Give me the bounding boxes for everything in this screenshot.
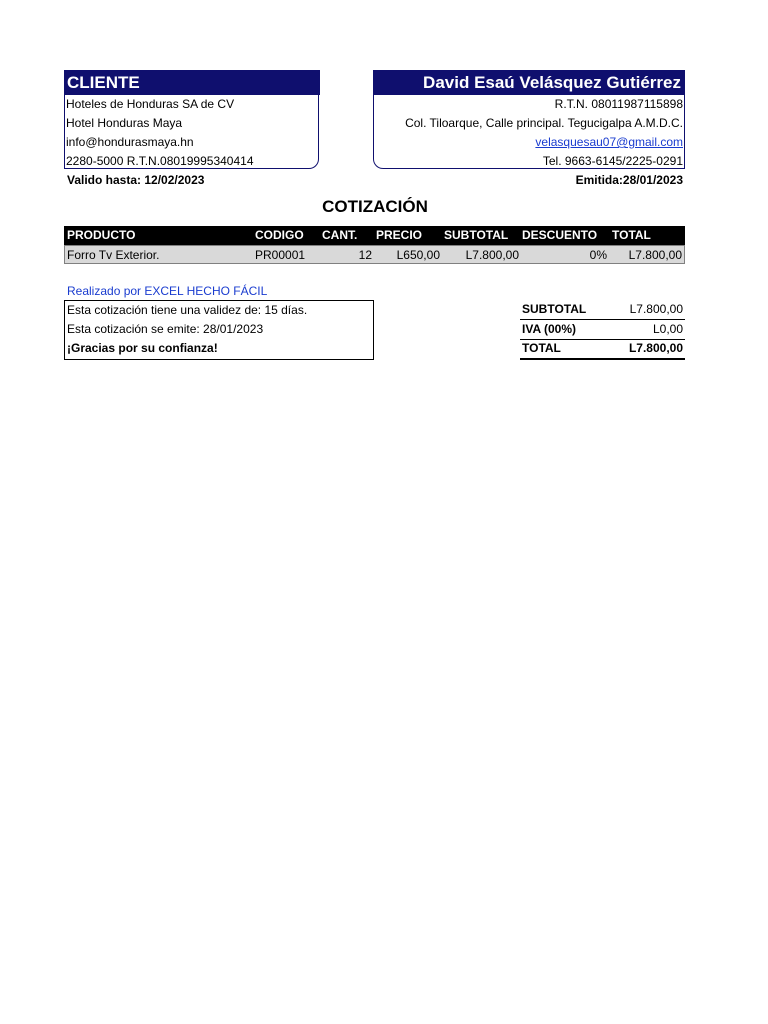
totals-total-row	[520, 339, 685, 358]
client-header: CLIENTE	[64, 70, 320, 95]
subtotal-value: L7.800,00	[629, 302, 683, 316]
total-label: TOTAL	[522, 341, 561, 355]
cell-precio: L650,00	[396, 248, 440, 262]
note-validity: Esta cotización tiene una validez de: 15 días.	[67, 303, 308, 317]
client-hotel: Hotel Honduras Maya	[66, 116, 183, 130]
cell-descuento: 0%	[589, 248, 607, 262]
cell-codigo: PR00001	[255, 248, 306, 262]
issuer-address: Col. Tiloarque, Calle principal. Tegucigalpa A.M.D.C.	[405, 116, 683, 130]
notes-box	[64, 300, 374, 360]
issuer-name: David Esaú Velásquez Gutiérrez	[374, 70, 685, 95]
col-header-cant: CANT.	[322, 228, 358, 242]
client-phone-rtn: 2280-5000 R.T.N.08019995340414	[66, 154, 254, 168]
table-header	[64, 226, 685, 245]
iva-value: L0,00	[652, 322, 683, 336]
client-company: Hoteles de Honduras SA de CV	[66, 97, 235, 111]
totals-iva-row	[520, 320, 685, 339]
issuer-email-cell	[374, 133, 683, 152]
totals-subtotal-row	[520, 300, 685, 319]
totals-bottom-rule	[520, 358, 685, 360]
cell-cant: 12	[358, 248, 372, 262]
iva-label: IVA (00%)	[522, 322, 577, 336]
col-header-codigo: CODIGO	[255, 228, 304, 242]
issued-date: Emitida:28/01/2023	[575, 173, 683, 187]
cell-producto: Forro Tv Exterior.	[67, 248, 160, 262]
issuer-phone: Tel. 9663-6145/2225-0291	[542, 154, 683, 168]
issuer-email-link[interactable]: velasquesau07@gmail.com	[535, 135, 683, 149]
cell-subtotal: L7.800,00	[465, 248, 519, 262]
total-value: L7.800,00	[628, 341, 683, 355]
col-header-descuento: DESCUENTO	[522, 228, 598, 242]
note-thanks: ¡Gracias por su confianza!	[67, 341, 218, 355]
col-header-producto: PRODUCTO	[67, 228, 136, 242]
note-issued: Esta cotización se emite: 28/01/2023	[67, 322, 264, 336]
table-row	[64, 245, 685, 264]
issuer-rtn: R.T.N. 08011987115898	[554, 97, 683, 111]
client-email: info@hondurasmaya.hn	[66, 135, 194, 149]
col-header-precio: PRECIO	[376, 228, 423, 242]
credit-text: Realizado por EXCEL HECHO FÁCIL	[67, 284, 268, 298]
col-header-subtotal: SUBTOTAL	[444, 228, 509, 242]
valid-until: Valido hasta: 12/02/2023	[67, 173, 205, 187]
col-header-total: TOTAL	[612, 228, 651, 242]
cell-total: L7.800,00	[628, 248, 682, 262]
subtotal-label: SUBTOTAL	[522, 302, 587, 316]
page-title: COTIZACIÓN	[322, 197, 428, 216]
